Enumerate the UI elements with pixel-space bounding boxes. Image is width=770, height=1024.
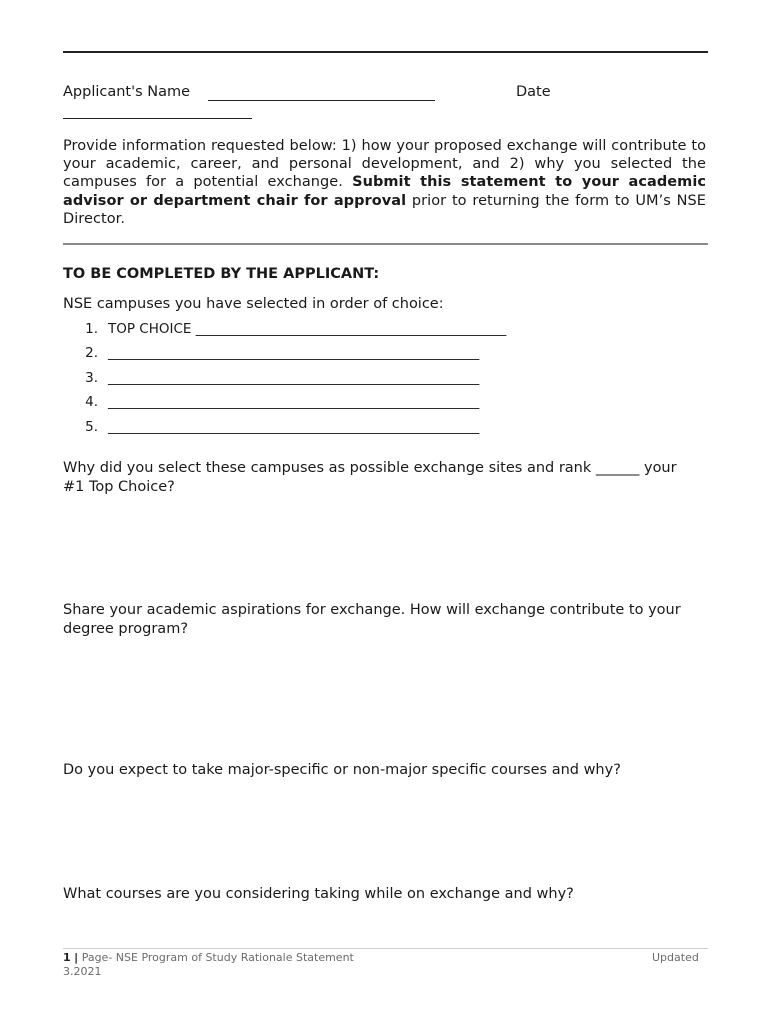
page-label: Page- NSE Program of Study Rationale Statement bbox=[81, 951, 354, 964]
choice-line: _______________________________________________________ bbox=[108, 419, 480, 435]
footer-page-info bbox=[63, 951, 354, 965]
answer-area-course-type[interactable] bbox=[63, 784, 706, 874]
applicant-name-label: Applicant's Name bbox=[63, 84, 191, 100]
instructions-text: Provide information requested below: 1) how your proposed exchange will contribute to your academic, career, and personal development, and 2) why you selected the campuses for a potential exchange. bbox=[63, 138, 706, 191]
question-course-type: Do you expect to take major-specific or non-major specific courses and why? bbox=[63, 762, 621, 778]
question-academic-aspirations: Share your academic aspirations for exchange. How will exchange contribute to your degree program? bbox=[63, 602, 681, 637]
date-label: Date bbox=[516, 84, 551, 100]
choice-number: 4. bbox=[85, 394, 98, 410]
choice-number: 2. bbox=[85, 345, 98, 361]
instructions-paragraph bbox=[63, 137, 706, 228]
footer-divider bbox=[63, 948, 708, 949]
choice-line: _______________________________________________________ bbox=[108, 370, 480, 386]
question-campus-selection: Why did you select these campuses as possible exchange sites and rank ______ your #1 Top Choice? bbox=[63, 460, 677, 495]
instructions-text-end: prior to returning the form to UM’s NSE Director. bbox=[63, 192, 706, 227]
section-heading: TO BE COMPLETED BY THE APPLICANT: bbox=[63, 266, 380, 282]
page-separator: | bbox=[74, 951, 79, 964]
footer-version: 3.2021 bbox=[63, 965, 102, 978]
choice-number: 1. bbox=[85, 321, 98, 337]
date-field[interactable] bbox=[63, 118, 252, 119]
section-divider bbox=[63, 243, 708, 245]
choice-number: 5. bbox=[85, 419, 98, 435]
instructions-bold-text: Submit this statement to your academic advisor or department chair for approval bbox=[63, 174, 706, 209]
page-number: 1 bbox=[63, 951, 71, 964]
answer-area-courses-considered[interactable] bbox=[63, 906, 706, 944]
campuses-prompt: NSE campuses you have selected in order of choice: bbox=[63, 296, 444, 312]
choice-line: _______________________________________________________ bbox=[108, 345, 480, 361]
answer-area-campus-selection[interactable] bbox=[63, 500, 706, 590]
applicant-name-field[interactable] bbox=[208, 100, 435, 101]
question-courses-considered: What courses are you considering taking while on exchange and why? bbox=[63, 886, 574, 902]
choice-line: TOP CHOICE ______________________________________________ bbox=[108, 321, 507, 337]
top-divider bbox=[63, 51, 708, 53]
choice-number: 3. bbox=[85, 370, 98, 386]
choice-line: _______________________________________________________ bbox=[108, 394, 480, 410]
answer-area-academic-aspirations[interactable] bbox=[63, 642, 706, 752]
footer-updated-label: Updated bbox=[652, 951, 699, 964]
